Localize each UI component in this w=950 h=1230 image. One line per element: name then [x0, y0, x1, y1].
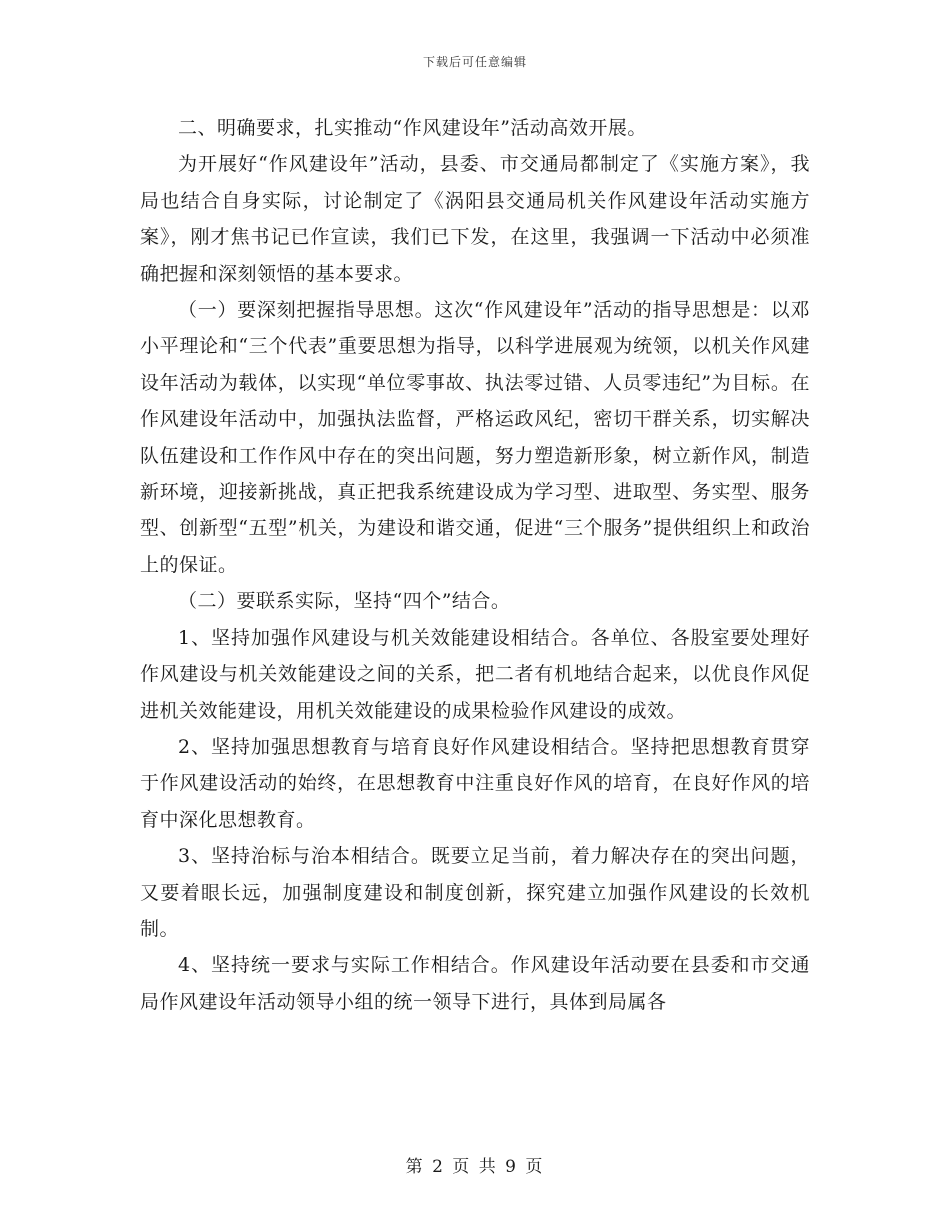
list-item: 2、坚持加强思想教育与培育良好作风建设相结合。坚持把思想教育贯穿于作风建设活动的始终，在思想教育中注重良好作风的培育，在良好作风的培育中深化思想教育。 — [140, 735, 810, 831]
section-heading: 二、明确要求，扎实推动“作风建设年”活动高效开展。 — [178, 117, 647, 139]
list-item: 4、坚持统一要求与实际工作相结合。作风建设年活动要在县委和市交通局作风建设年活动领导小组的统一领导下进行，具体到局属各 — [140, 954, 810, 1013]
page-number: 第 2 页 共 9 页 — [405, 1157, 545, 1177]
subsection-guiding-thought: （一）要深刻把握指导思想。这次“作风建设年”活动的指导思想是：以邓小平理论和“三个代表”重要思想为指导，以科学进展观为统领，以机关作风建设年活动为载体，以实现“单位零事故、执法零过错、人员零违纪”为目标。在作风建设年活动中，加强执法监督，严格运政风纪，密切干群关系，切实解决队伍建设和工作作风中存在的突出问题，努力塑造新形象，树立新作风，制造新环境，迎接新挑战，真正把我系统建设成为学习型、进取型、务实型、服务型、创新型“五型”机关，为建设和谐交通，促进“三个服务”提供组织上和政治上的保证。 — [140, 299, 810, 576]
paragraph: 为开展好“作风建设年”活动，县委、市交通局都制定了《实施方案》，我局也结合自身实际，讨论制定了《涡阳县交通局机关作风建设年活动实施方案》，刚才焦书记已作宣读，我们已下发，在这里，我强调一下活动中必须准确把握和深刻领悟的基本要求。 — [140, 153, 810, 285]
subsection-heading: （二）要联系实际，坚持“四个”结合。 — [178, 590, 511, 613]
list-item: 3、坚持治标与治本相结合。既要立足当前，着力解决存在的突出问题，又要着眼长远，加强制度建设和制度创新，探究建立加强作风建设的长效机制。 — [140, 845, 810, 940]
document-body — [140, 110, 810, 1020]
page-header-note: 下载后可任意编辑 — [422, 55, 527, 69]
list-item: 1、坚持加强作风建设与机关效能建设相结合。各单位、各股室要处理好作风建设与机关效能建设之间的关系，把二者有机地结合起来，以优良作风促进机关效能建设，用机关效能建设的成果检验作风建设的成效。 — [140, 626, 810, 722]
